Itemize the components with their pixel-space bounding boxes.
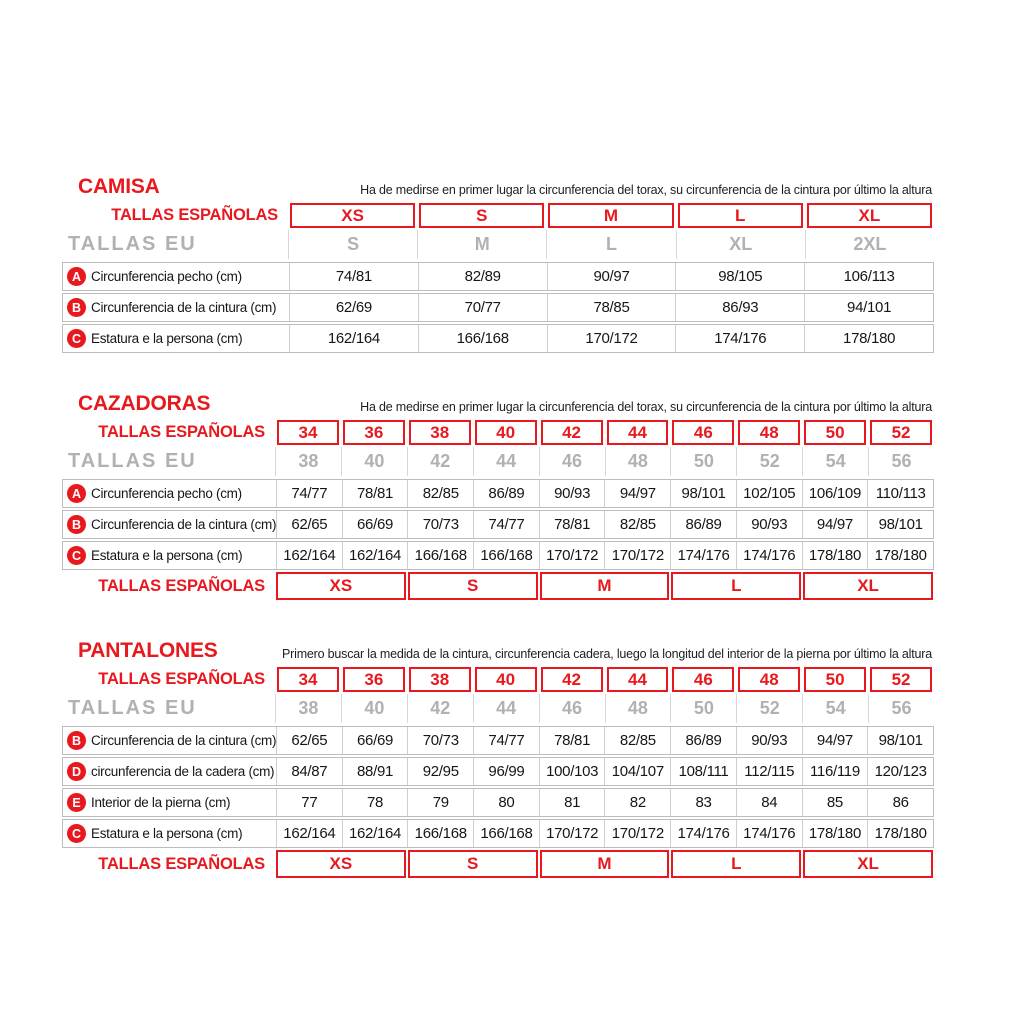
measure-letter-badge: C <box>67 546 86 565</box>
measurement-value-cell: 78/85 <box>547 294 676 321</box>
measurement-value-cell: 166/168 <box>473 542 539 569</box>
measurement-value-cell: 98/101 <box>867 511 933 538</box>
spanish-size-cell: 46 <box>672 420 734 445</box>
measurement-label-cell <box>63 727 276 754</box>
measurement-value-cell: 74/81 <box>289 263 418 290</box>
measure-letter-badge: B <box>67 515 86 534</box>
footer-size-cell: M <box>540 850 670 878</box>
spanish-size-cell: 52 <box>870 667 932 692</box>
footer-spanish-sizes-row <box>62 850 934 878</box>
measurement-value-cell: 170/172 <box>604 820 670 847</box>
measurement-row <box>62 757 934 786</box>
measurement-value-cell: 116/119 <box>802 758 868 785</box>
spanish-size-cell: 50 <box>804 420 866 445</box>
measurement-value-cell: 86/89 <box>670 511 736 538</box>
eu-size-cell: 40 <box>341 694 407 723</box>
measurement-value-cell: 178/180 <box>802 542 868 569</box>
section-header <box>62 640 934 662</box>
measurement-value-cell: 98/105 <box>675 263 804 290</box>
section-title: CAZADORAS <box>78 392 211 415</box>
measurement-value-cell: 62/69 <box>289 294 418 321</box>
eu-sizes-label: TALLAS EU <box>68 697 197 719</box>
eu-sizes-label: TALLAS EU <box>68 233 197 255</box>
section-pantalones <box>62 640 934 878</box>
measurement-value-cell: 78/81 <box>342 480 408 507</box>
spanish-sizes-label: TALLAS ESPAÑOLAS <box>111 206 278 224</box>
measurement-value-cell: 83 <box>670 789 736 816</box>
measurement-label: Circunferencia pecho (cm) <box>91 486 242 501</box>
measurement-value-cell: 100/103 <box>539 758 605 785</box>
footer-spanish-sizes-label: TALLAS ESPAÑOLAS <box>98 576 265 595</box>
measurement-row <box>62 479 934 508</box>
measurement-value-cell: 94/97 <box>802 727 868 754</box>
measurement-value-cell: 162/164 <box>342 542 408 569</box>
measure-letter-badge: C <box>67 329 86 348</box>
measurement-value-cell: 84/87 <box>276 758 342 785</box>
measurement-row <box>62 293 934 322</box>
measurement-value-cell: 170/172 <box>539 820 605 847</box>
spanish-sizes-label: TALLAS ESPAÑOLAS <box>98 423 265 441</box>
spanish-size-cell: 52 <box>870 420 932 445</box>
size-table <box>62 420 934 600</box>
measurement-value-cell: 94/97 <box>802 511 868 538</box>
measurement-value-cell: 90/93 <box>736 511 802 538</box>
footer-spanish-sizes-label: TALLAS ESPAÑOLAS <box>98 854 265 873</box>
eu-size-cell: 52 <box>736 694 802 723</box>
measurement-value-cell: 102/105 <box>736 480 802 507</box>
eu-size-cell: 44 <box>473 694 539 723</box>
measurement-value-cell: 74/77 <box>473 727 539 754</box>
spanish-size-cell: XL <box>807 203 932 228</box>
spanish-sizes-row <box>62 203 934 228</box>
measurement-value-cell: 170/172 <box>539 542 605 569</box>
eu-sizes-row <box>62 447 934 476</box>
spanish-size-cell: 40 <box>475 420 537 445</box>
measurement-value-cell: 178/180 <box>802 820 868 847</box>
size-table <box>62 667 934 878</box>
measurement-value-cell: 106/113 <box>804 263 933 290</box>
eu-size-cell: 48 <box>605 447 671 476</box>
eu-size-cell: M <box>417 230 546 259</box>
section-cazadoras <box>62 393 934 600</box>
size-table <box>62 203 934 353</box>
section-title: PANTALONES <box>78 639 218 662</box>
measurement-label: Estatura e la persona (cm) <box>91 331 243 346</box>
measurement-value-cell: 96/99 <box>473 758 539 785</box>
spanish-size-cell: 42 <box>541 667 603 692</box>
measurement-value-cell: 92/95 <box>407 758 473 785</box>
measurement-value-cell: 170/172 <box>547 325 676 352</box>
measurement-value-cell: 162/164 <box>276 820 342 847</box>
section-camisa <box>62 176 934 353</box>
measurement-value-cell: 178/180 <box>867 542 933 569</box>
eu-size-cell: 52 <box>736 447 802 476</box>
measurement-row <box>62 541 934 570</box>
spanish-size-cell: 42 <box>541 420 603 445</box>
measurement-value-cell: 86/93 <box>675 294 804 321</box>
measurement-value-cell: 86 <box>867 789 933 816</box>
measurement-value-cell: 110/113 <box>867 480 933 507</box>
measurement-value-cell: 166/168 <box>407 542 473 569</box>
measurement-value-cell: 90/97 <box>547 263 676 290</box>
spanish-size-cell: 34 <box>277 667 339 692</box>
eu-size-cell: 40 <box>341 447 407 476</box>
spanish-sizes-label: TALLAS ESPAÑOLAS <box>98 670 265 688</box>
measurement-value-cell: 166/168 <box>407 820 473 847</box>
measurement-label: Circunferencia pecho (cm) <box>91 269 242 284</box>
measure-letter-badge: A <box>67 267 86 286</box>
measurement-value-cell: 98/101 <box>670 480 736 507</box>
measurement-label-cell <box>63 789 276 816</box>
measurement-value-cell: 82/85 <box>604 511 670 538</box>
measurement-value-cell: 162/164 <box>276 542 342 569</box>
measurement-label-cell <box>63 758 276 785</box>
eu-size-cell: L <box>546 230 675 259</box>
eu-size-cell: 54 <box>802 694 868 723</box>
measurement-label: Circunferencia de la cintura (cm) <box>91 733 276 748</box>
measurement-label: Circunferencia de la cintura (cm) <box>91 300 277 315</box>
eu-size-cell: 50 <box>670 694 736 723</box>
measurement-value-cell: 94/97 <box>604 480 670 507</box>
measurement-value-cell: 162/164 <box>342 820 408 847</box>
measurement-label-cell <box>63 263 289 290</box>
spanish-size-cell: 46 <box>672 667 734 692</box>
measure-instructions: Primero buscar la medida de la cintura, circunferencia cadera, luego la longitud del interior de la pierna por último la altura <box>282 647 932 661</box>
eu-size-cell: 50 <box>670 447 736 476</box>
footer-spanish-sizes-row <box>62 572 934 600</box>
eu-size-cell: 2XL <box>805 230 934 259</box>
measurement-value-cell: 178/180 <box>804 325 933 352</box>
eu-size-cell: 54 <box>802 447 868 476</box>
eu-size-cell: 42 <box>407 447 473 476</box>
measure-letter-badge: D <box>67 762 86 781</box>
measurement-row <box>62 788 934 817</box>
spanish-size-cell: S <box>419 203 544 228</box>
measurement-value-cell: 166/168 <box>473 820 539 847</box>
measurement-value-cell: 108/111 <box>670 758 736 785</box>
footer-size-cell: XS <box>276 572 406 600</box>
measurement-label: Interior de la pierna (cm) <box>91 795 231 810</box>
eu-sizes-label: TALLAS EU <box>68 450 197 472</box>
measurement-value-cell: 174/176 <box>736 820 802 847</box>
measurement-label: circunferencia de la cadera (cm) <box>91 764 275 779</box>
spanish-sizes-row <box>62 667 934 692</box>
measurement-value-cell: 79 <box>407 789 473 816</box>
measurement-value-cell: 78 <box>342 789 408 816</box>
measurement-value-cell: 86/89 <box>473 480 539 507</box>
measurement-value-cell: 112/115 <box>736 758 802 785</box>
measurement-value-cell: 77 <box>276 789 342 816</box>
measure-instructions: Ha de medirse en primer lugar la circunferencia del torax, su circunferencia de la cintura por último la altura <box>360 400 932 414</box>
measurement-value-cell: 120/123 <box>867 758 933 785</box>
measure-letter-badge: B <box>67 298 86 317</box>
eu-size-cell: 42 <box>407 694 473 723</box>
measurement-value-cell: 66/69 <box>342 511 408 538</box>
footer-size-cell: L <box>671 572 801 600</box>
eu-size-cell: 46 <box>539 447 605 476</box>
measurement-label: Estatura e la persona (cm) <box>91 826 243 841</box>
eu-size-cell: S <box>288 230 417 259</box>
measurement-value-cell: 74/77 <box>276 480 342 507</box>
footer-size-cell: S <box>408 572 538 600</box>
eu-size-cell: 56 <box>868 694 934 723</box>
spanish-size-cell: M <box>548 203 673 228</box>
measurement-value-cell: 174/176 <box>670 542 736 569</box>
spanish-size-cell: 44 <box>607 667 669 692</box>
measurement-value-cell: 162/164 <box>289 325 418 352</box>
spanish-size-cell: 38 <box>409 667 471 692</box>
measurement-value-cell: 178/180 <box>867 820 933 847</box>
measurement-value-cell: 174/176 <box>675 325 804 352</box>
measurement-value-cell: 66/69 <box>342 727 408 754</box>
spanish-size-cell: 36 <box>343 667 405 692</box>
measurement-value-cell: 90/93 <box>736 727 802 754</box>
measurement-label-cell <box>63 820 276 847</box>
measurement-label-cell <box>63 294 289 321</box>
measurement-value-cell: 82/85 <box>604 727 670 754</box>
section-header <box>62 393 934 415</box>
eu-size-cell: 46 <box>539 694 605 723</box>
measurement-value-cell: 70/73 <box>407 727 473 754</box>
size-guide-sheet <box>62 176 934 878</box>
measurement-row <box>62 510 934 539</box>
measure-instructions: Ha de medirse en primer lugar la circunferencia del torax, su circunferencia de la cintura por último la altura <box>360 183 932 197</box>
spanish-size-cell: 50 <box>804 667 866 692</box>
spanish-size-cell: L <box>678 203 803 228</box>
measurement-value-cell: 104/107 <box>604 758 670 785</box>
measurement-value-cell: 86/89 <box>670 727 736 754</box>
eu-size-cell: 56 <box>868 447 934 476</box>
measurement-value-cell: 98/101 <box>867 727 933 754</box>
measurement-row <box>62 819 934 848</box>
measurement-value-cell: 78/81 <box>539 511 605 538</box>
measurement-value-cell: 78/81 <box>539 727 605 754</box>
measure-letter-badge: C <box>67 824 86 843</box>
measure-letter-badge: A <box>67 484 86 503</box>
spanish-size-cell: 48 <box>738 420 800 445</box>
measurement-value-cell: 80 <box>473 789 539 816</box>
measurement-label-cell <box>63 542 276 569</box>
measurement-value-cell: 170/172 <box>604 542 670 569</box>
footer-size-cell: XL <box>803 572 933 600</box>
measurement-value-cell: 82/85 <box>407 480 473 507</box>
measurement-row <box>62 726 934 755</box>
footer-size-cell: XL <box>803 850 933 878</box>
spanish-size-cell: 48 <box>738 667 800 692</box>
measurement-label-cell <box>63 480 276 507</box>
eu-size-cell: 38 <box>275 694 341 723</box>
eu-size-cell: 48 <box>605 694 671 723</box>
measurement-value-cell: 85 <box>802 789 868 816</box>
spanish-size-cell: 36 <box>343 420 405 445</box>
measurement-label: Estatura e la persona (cm) <box>91 548 243 563</box>
measurement-value-cell: 174/176 <box>670 820 736 847</box>
measurement-label-cell <box>63 511 276 538</box>
measurement-value-cell: 74/77 <box>473 511 539 538</box>
footer-size-cell: S <box>408 850 538 878</box>
measurement-value-cell: 94/101 <box>804 294 933 321</box>
measurement-value-cell: 70/77 <box>418 294 547 321</box>
spanish-size-cell: 34 <box>277 420 339 445</box>
measurement-label: Circunferencia de la cintura (cm) <box>91 517 276 532</box>
measurement-value-cell: 81 <box>539 789 605 816</box>
measurement-value-cell: 84 <box>736 789 802 816</box>
measurement-label-cell <box>63 325 289 352</box>
eu-size-cell: 38 <box>275 447 341 476</box>
eu-sizes-row <box>62 694 934 723</box>
measurement-row <box>62 262 934 291</box>
spanish-size-cell: 44 <box>607 420 669 445</box>
measurement-value-cell: 88/91 <box>342 758 408 785</box>
measurement-value-cell: 174/176 <box>736 542 802 569</box>
spanish-sizes-row <box>62 420 934 445</box>
eu-sizes-row <box>62 230 934 259</box>
footer-size-cell: XS <box>276 850 406 878</box>
spanish-size-cell: XS <box>290 203 415 228</box>
measurement-value-cell: 90/93 <box>539 480 605 507</box>
measurement-value-cell: 166/168 <box>418 325 547 352</box>
footer-size-cell: L <box>671 850 801 878</box>
measurement-value-cell: 62/65 <box>276 727 342 754</box>
measurement-value-cell: 106/109 <box>802 480 868 507</box>
spanish-size-cell: 40 <box>475 667 537 692</box>
measure-letter-badge: B <box>67 731 86 750</box>
measurement-value-cell: 82 <box>604 789 670 816</box>
section-title: CAMISA <box>78 175 160 198</box>
eu-size-cell: 44 <box>473 447 539 476</box>
measure-letter-badge: E <box>67 793 86 812</box>
eu-size-cell: XL <box>676 230 805 259</box>
measurement-value-cell: 62/65 <box>276 511 342 538</box>
footer-size-cell: M <box>540 572 670 600</box>
measurement-value-cell: 82/89 <box>418 263 547 290</box>
section-header <box>62 176 934 198</box>
measurement-value-cell: 70/73 <box>407 511 473 538</box>
spanish-size-cell: 38 <box>409 420 471 445</box>
measurement-row <box>62 324 934 353</box>
